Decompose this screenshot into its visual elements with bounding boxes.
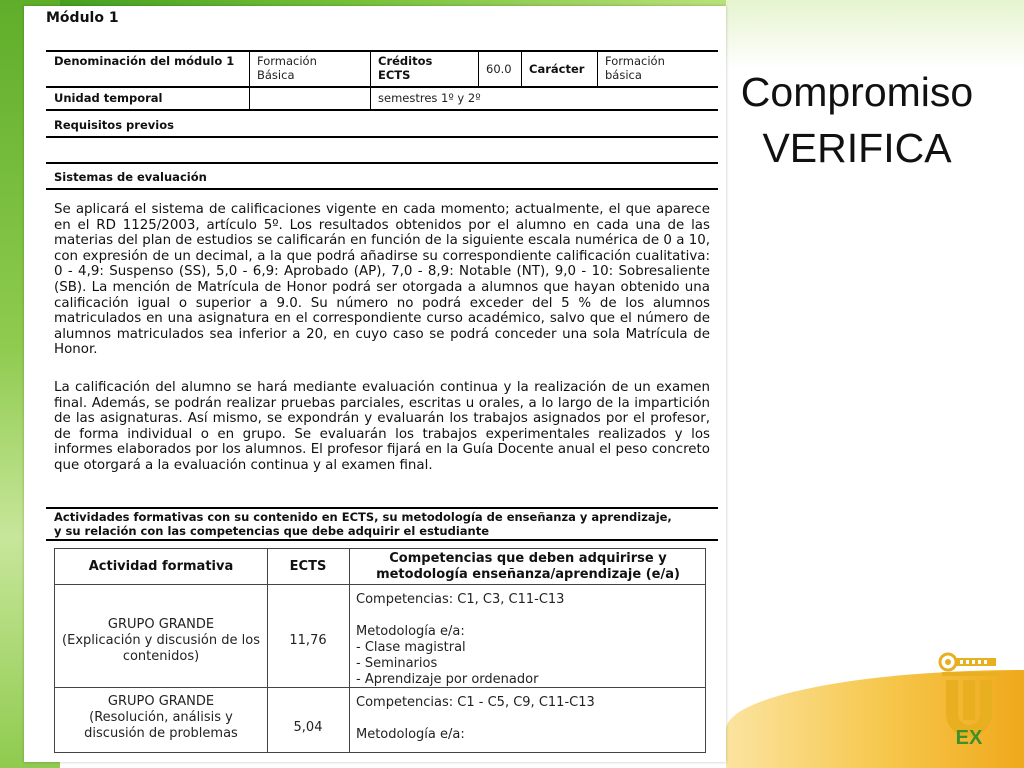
row-1-competencias: Competencias: C1, C3, C11-C13 Metodología e/a: - Clase magistral - Seminarios - Aprendizaje por ordenador <box>356 592 565 687</box>
evaluation-label: Sistemas de evaluación <box>54 170 207 184</box>
activities-label: Actividades formativas con su contenido en ECTS, su metodología de enseñanza y aprendizaje, y su relación con las competencias que debe adquirir el estudiante <box>54 510 672 538</box>
uex-logo <box>936 642 1002 748</box>
activities-table <box>54 548 706 753</box>
document-sheet <box>24 6 726 762</box>
column-header-activity: Actividad formativa <box>88 559 234 574</box>
table-column-divider <box>349 549 350 752</box>
denomination-value: Formación Básica <box>257 54 317 82</box>
row-1-ects: 11,76 <box>289 633 327 648</box>
table-rule <box>46 162 718 164</box>
evaluation-paragraph-1: Se aplicará el sistema de calificaciones vigente en cada momento; actualmente, el que aparece en el RD 1125/2003, artículo 5º. Los resultados obtenidos por el alumno en cada una de las materias del plan de estudios se calificarán en función de la siguiente escala numérica de 0 a 10, con expresión de un decimal, a la que podrá añadirse su correspondiente calificación cualitativa: 0 - 4,9: Suspenso (SS), 5,0 - 6,9: Aprobado (AP), 7,0 - 8,9: Notable (NT), 9,0 - 10: Sobresaliente (SB). La mención de Matrícula de Honor podrá ser otorgada a alumnos que hayan obtenido una calificación igual o superior a 9.0. Su número no podrá exceder del 5 % de los alumnos matriculados en una asignatura en el correspondiente curso académico, salvo que el número de alumnos matriculados sea inferior a 20, en cuyo caso se podrá conceder una sola Matrícula de Honor. <box>54 202 710 358</box>
table-rule <box>46 50 718 52</box>
credits-value: 60.0 <box>486 62 512 76</box>
table-row-divider <box>55 584 705 585</box>
row-2-ects: 5,04 <box>293 720 323 735</box>
slide-title <box>716 64 998 176</box>
row-1-activity: GRUPO GRANDE (Explicación y discusión de los contenidos) <box>62 617 260 664</box>
prerequisites-label: Requisitos previos <box>54 118 174 132</box>
column-header-competencias: Competencias que deben adquirirse y metodología enseñanza/aprendizaje (e/a) <box>376 551 680 582</box>
slide-title-line-2: VERIFICA <box>762 125 952 171</box>
column-header-ects: ECTS <box>289 559 327 574</box>
table-rule <box>46 109 718 111</box>
row-2-activity: GRUPO GRANDE (Resolución, análisis y discusión de problemas <box>84 694 238 741</box>
cell-divider <box>478 52 479 87</box>
row-2-competencias: Competencias: C1 - C5, C9, C11-C13 Metodología e/a: <box>356 695 595 742</box>
table-rule <box>46 507 718 509</box>
cell-divider <box>249 52 250 110</box>
evaluation-paragraph-2: La calificación del alumno se hará mediante evaluación continua y la realización de un examen final. Además, se podrán realizar pruebas parciales, escritas u orales, a lo largo de la impartición de las asignaturas. Así mismo, se expondrán y evaluarán los trabajos asignados por el profesor, de forma individual o en grupo. Se evaluarán los trabajos experimentales realizados y los informes elaborados por los alumnos. El profesor fijará en la Guía Docente anual el peso concreto que otorgará a la evaluación continua y al examen final. <box>54 380 710 473</box>
character-label: Carácter <box>529 62 585 76</box>
cell-divider <box>370 52 371 110</box>
cell-divider <box>521 52 522 87</box>
logo-text: EX <box>955 727 983 748</box>
credits-label: Créditos ECTS <box>378 54 433 82</box>
unit-value: semestres 1º y 2º <box>378 91 481 105</box>
unit-label: Unidad temporal <box>54 91 163 105</box>
slide-title-line-1: Compromiso <box>740 69 974 115</box>
table-rule <box>46 86 718 88</box>
table-rule <box>46 539 718 541</box>
cell-divider <box>597 52 598 87</box>
module-title: Módulo 1 <box>46 10 119 26</box>
denomination-label: Denominación del módulo 1 <box>54 54 235 68</box>
table-rule <box>46 136 718 138</box>
right-panel-fade <box>726 0 1024 70</box>
character-value: Formación básica <box>605 54 665 82</box>
table-rule <box>46 188 718 190</box>
